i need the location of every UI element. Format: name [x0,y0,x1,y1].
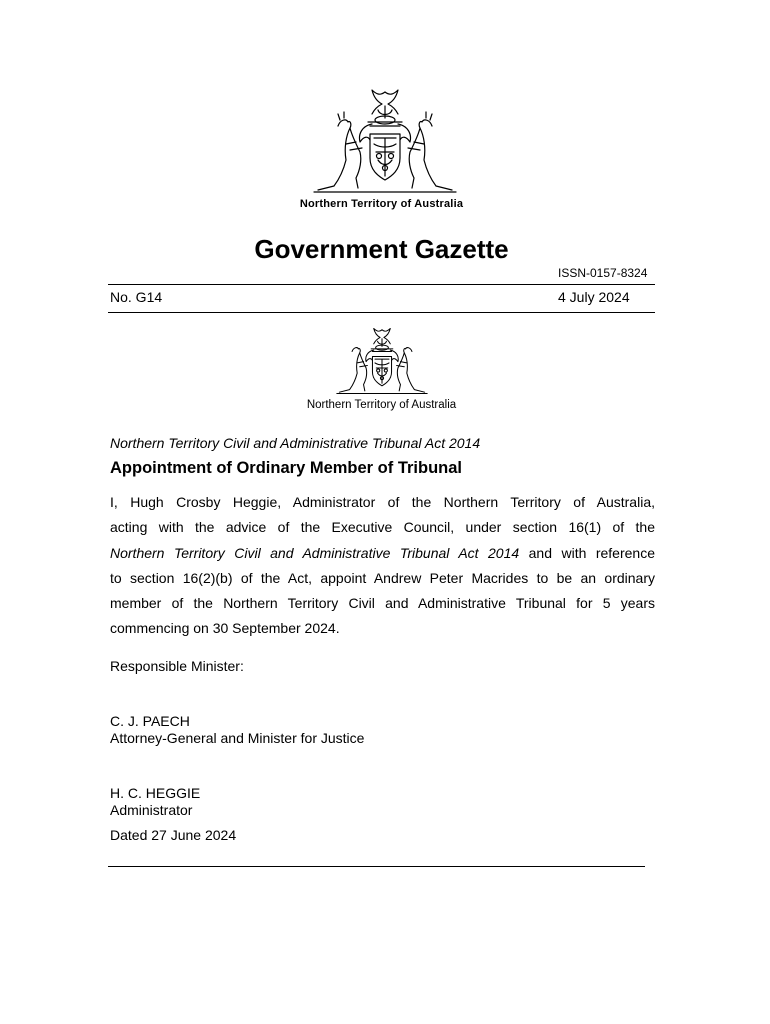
coat-of-arms-icon [310,86,460,196]
minister-signature-block [110,713,364,747]
notice-heading: Appointment of Ordinary Member of Tribunal [110,459,463,477]
body-line [110,541,655,566]
issue-number: No. G14 [110,289,163,305]
minister-title: Attorney-General and Minister for Justice [110,730,365,746]
responsible-minister-label: Responsible Minister: [110,658,244,674]
body-line: acting with the advice of the Executive Council, under section 16(1) of the [110,519,655,536]
issue-date: 4 July 2024 [558,289,630,305]
masthead-rule-bottom [108,312,655,313]
notice-body [110,490,655,642]
administrator-title: Administrator [110,802,193,818]
body-line: member of the Northern Territory Civil and Administrative Tribunal for 5 years [110,595,655,612]
body-line: I, Hugh Crosby Heggie, Administrator of the Northern Territory of Australia, [110,494,655,510]
dated-line: Dated 27 June 2024 [110,827,237,843]
body-line: to section 16(2)(b) of the Act, appoint Andrew Peter Macrides to be an ordinary [110,569,655,586]
body-act-reference: Northern Territory Civil and Administrative Tribunal Act 2014 [110,544,520,561]
coat-of-arms-small-icon [334,326,430,396]
act-title: Northern Territory Civil and Administrative Tribunal Act 2014 [110,435,481,451]
notice-end-rule [108,866,645,867]
masthead-territory: Northern Territory of Australia [299,198,464,210]
minister-name: C. J. PAECH [110,713,190,729]
administrator-name: H. C. HEGGIE [110,785,201,801]
issn: ISSN-0157-8324 [558,266,648,280]
masthead-rule-top [108,284,655,285]
gazette-title: Government Gazette [254,234,509,264]
body-line: commencing on 30 September 2024. [110,620,340,637]
administrator-signature-block [110,785,200,819]
body-line-rest: and with reference [519,544,655,561]
notice-territory: Northern Territory of Australia [306,399,457,411]
